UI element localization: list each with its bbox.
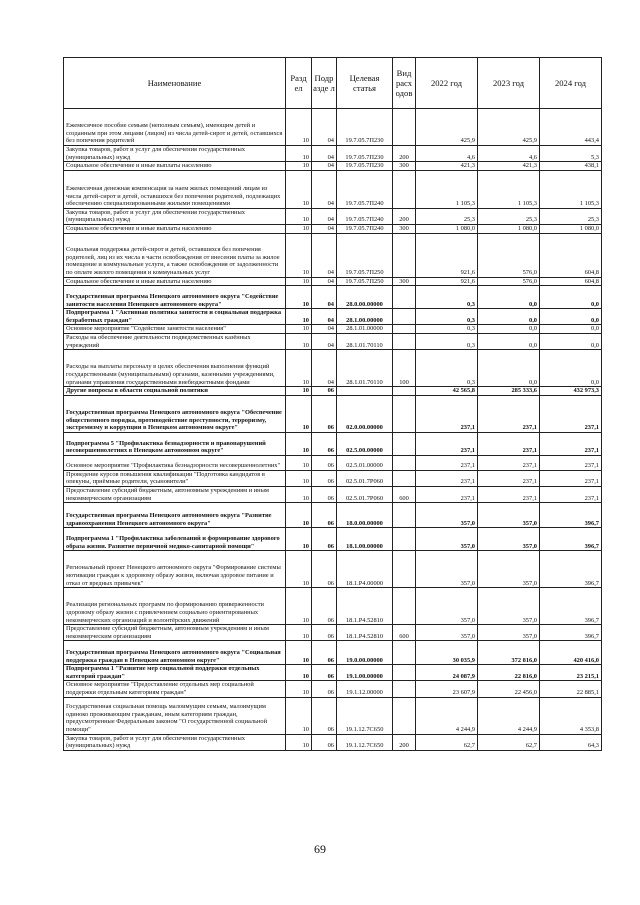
cell-2023: 0,0 — [478, 309, 540, 325]
budget-table — [63, 57, 602, 751]
cell-target: 19.7.05.7П240 — [337, 224, 393, 233]
cell-2023: 237,1 — [478, 432, 540, 455]
table-row — [64, 286, 602, 309]
table-row — [64, 170, 602, 208]
cell-name: Закупка товаров, работ и услуг для обеспечения государственных (муниципальных) нужд — [64, 208, 286, 224]
cell-razdel: 10 — [286, 233, 312, 277]
table-row — [64, 208, 602, 224]
table-row — [64, 109, 602, 146]
cell-target: 19.7.05.7П230 — [337, 109, 393, 146]
cell-2022: 921,6 — [416, 233, 478, 277]
cell-razdel: 10 — [286, 470, 312, 486]
cell-target: 28.1.00.00000 — [337, 309, 393, 325]
cell-target: 19.7.05.7П250 — [337, 233, 393, 277]
cell-2023: 0,0 — [478, 333, 540, 349]
cell-vid — [393, 455, 416, 470]
cell-podrazdel: 04 — [312, 286, 337, 309]
table-row — [64, 224, 602, 233]
cell-target: 18.1.Р4.52810 — [337, 588, 393, 625]
table-row — [64, 309, 602, 325]
cell-2024: 604,8 — [540, 277, 602, 286]
cell-name: Государственная программа Ненецкого автономного округа "Развитие здравоохранения Ненецкого автономного округа" — [64, 503, 286, 528]
cell-name: Закупка товаров, работ и услуг для обеспечения государственных (муниципальных) нужд — [64, 734, 286, 750]
header-name: Наименование — [64, 58, 286, 109]
cell-name: Подпрограмма 1 "Профилактика заболеваний и формирование здорового образа жизни. Развитие первичной медико-санитарной помощи" — [64, 528, 286, 551]
cell-razdel: 10 — [286, 309, 312, 325]
cell-name: Расходы на обеспечение деятельности подведомственных казённых учреждений — [64, 333, 286, 349]
cell-2024: 1 080,0 — [540, 224, 602, 233]
cell-2023: 25,3 — [478, 208, 540, 224]
cell-2022: 237,1 — [416, 486, 478, 502]
cell-name: Государственная программа Ненецкого автономного округа "Содействие занятости населения Ненецкого автономного округа" — [64, 286, 286, 309]
cell-2024: 396,7 — [540, 588, 602, 625]
cell-2024: 0,0 — [540, 309, 602, 325]
table-row — [64, 625, 602, 641]
table-row — [64, 470, 602, 486]
cell-target: 18.1.00.00000 — [337, 528, 393, 551]
table-row — [64, 551, 602, 588]
table-row — [64, 233, 602, 277]
cell-name: Ежемесячная денежная компенсация за наем жилых помещений лицам из числа детей-сирот и детей, оставшихся без попечения родителей, подлежащих обеспечению специализированными жилыми помещениями — [64, 170, 286, 208]
cell-podrazdel: 06 — [312, 665, 337, 681]
cell-podrazdel: 06 — [312, 432, 337, 455]
cell-vid — [393, 233, 416, 277]
cell-razdel: 10 — [286, 734, 312, 750]
table-row — [64, 432, 602, 455]
cell-target: 19.7.05.7П230 — [337, 162, 393, 171]
cell-2024: 0,0 — [540, 333, 602, 349]
cell-vid: 200 — [393, 208, 416, 224]
cell-vid — [393, 395, 416, 432]
cell-podrazdel: 06 — [312, 641, 337, 665]
cell-target: 02.5.01.7Р060 — [337, 470, 393, 486]
cell-vid: 300 — [393, 277, 416, 286]
cell-2024: 237,1 — [540, 486, 602, 502]
cell-podrazdel: 06 — [312, 734, 337, 750]
cell-2023: 0,0 — [478, 350, 540, 387]
cell-target: 02.5.00.00000 — [337, 432, 393, 455]
cell-2022: 921,6 — [416, 277, 478, 286]
cell-2024: 237,1 — [540, 395, 602, 432]
cell-2022: 4,6 — [416, 146, 478, 162]
cell-podrazdel: 06 — [312, 625, 337, 641]
cell-2024: 0,0 — [540, 350, 602, 387]
cell-2023: 421,3 — [478, 162, 540, 171]
cell-vid — [393, 286, 416, 309]
cell-2023: 237,1 — [478, 470, 540, 486]
table-row — [64, 455, 602, 470]
cell-vid — [393, 325, 416, 334]
header-vid: Вид расх одов — [393, 58, 416, 109]
cell-vid — [393, 697, 416, 734]
cell-vid: 300 — [393, 224, 416, 233]
table-row — [64, 162, 602, 171]
cell-2023: 357,0 — [478, 588, 540, 625]
cell-podrazdel: 04 — [312, 208, 337, 224]
cell-name: Основное мероприятие "Предоставление отдельных мер социальной поддержки отдельным категориям граждан" — [64, 681, 286, 697]
cell-target: 19.1.00.00000 — [337, 665, 393, 681]
cell-2022: 62,7 — [416, 734, 478, 750]
cell-vid — [393, 109, 416, 146]
cell-2022: 25,3 — [416, 208, 478, 224]
header-target: Целевая статья — [337, 58, 393, 109]
cell-podrazdel: 04 — [312, 233, 337, 277]
table-row — [64, 333, 602, 349]
cell-name: Расходы на выплаты персоналу в целях обеспечения выполнения функций государственными (муниципальными) органами, казенными учреждениями, органами управления государственными внебюджетными фондами — [64, 350, 286, 387]
cell-razdel: 10 — [286, 432, 312, 455]
cell-razdel: 10 — [286, 350, 312, 387]
cell-name: Закупка товаров, работ и услуг для обеспечения государственных (муниципальных) нужд — [64, 146, 286, 162]
cell-vid — [393, 470, 416, 486]
cell-2023: 237,1 — [478, 395, 540, 432]
cell-2022: 425,9 — [416, 109, 478, 146]
table-row — [64, 277, 602, 286]
cell-podrazdel: 04 — [312, 224, 337, 233]
header-podrazdel: Подр азде л — [312, 58, 337, 109]
table-row — [64, 503, 602, 528]
cell-2023: 372 816,0 — [478, 641, 540, 665]
cell-2023: 0,0 — [478, 286, 540, 309]
cell-2022: 237,1 — [416, 395, 478, 432]
cell-vid — [393, 432, 416, 455]
cell-target: 19.1.12.00000 — [337, 681, 393, 697]
cell-target: 18.1.Р4.00000 — [337, 551, 393, 588]
cell-2022: 237,1 — [416, 455, 478, 470]
cell-razdel: 10 — [286, 109, 312, 146]
cell-vid: 600 — [393, 486, 416, 502]
cell-2023: 22 816,0 — [478, 665, 540, 681]
cell-2024: 604,8 — [540, 233, 602, 277]
header-2024: 2024 год — [540, 58, 602, 109]
cell-2023: 576,0 — [478, 277, 540, 286]
cell-target: 28.0.00.00000 — [337, 286, 393, 309]
cell-podrazdel: 04 — [312, 333, 337, 349]
cell-razdel: 10 — [286, 333, 312, 349]
cell-2022: 357,0 — [416, 551, 478, 588]
cell-name: Государственная программа Ненецкого автономного округа "Обеспечение общественного порядка, противодействие преступности, терроризму, экстремизму и коррупции в Ненецком автономном округе" — [64, 395, 286, 432]
cell-2023: 357,0 — [478, 625, 540, 641]
cell-2024: 0,0 — [540, 325, 602, 334]
cell-podrazdel: 06 — [312, 551, 337, 588]
table-row — [64, 641, 602, 665]
table-row — [64, 325, 602, 334]
cell-vid: 200 — [393, 734, 416, 750]
cell-2024: 237,1 — [540, 470, 602, 486]
cell-2022: 237,1 — [416, 432, 478, 455]
cell-2023: 1 080,0 — [478, 224, 540, 233]
cell-target: 19.0.00.00000 — [337, 641, 393, 665]
cell-name: Социальное обеспечение и иные выплаты населению — [64, 224, 286, 233]
cell-target: 28.1.01.70110 — [337, 350, 393, 387]
cell-vid — [393, 170, 416, 208]
cell-target: 02.5.01.00000 — [337, 455, 393, 470]
header-razdel: Разд ел — [286, 58, 312, 109]
table-row — [64, 395, 602, 432]
cell-podrazdel: 04 — [312, 170, 337, 208]
cell-name: Проведение курсов повышения квалификации "Подготовка кандидатов в опекуны, приёмные родители, усыновители" — [64, 470, 286, 486]
cell-podrazdel: 06 — [312, 395, 337, 432]
cell-2022: 0,3 — [416, 350, 478, 387]
cell-2023: 357,0 — [478, 551, 540, 588]
table-row — [64, 486, 602, 502]
cell-2022: 30 035,9 — [416, 641, 478, 665]
cell-razdel: 10 — [286, 641, 312, 665]
cell-2024: 237,1 — [540, 455, 602, 470]
cell-vid — [393, 665, 416, 681]
cell-2022: 0,3 — [416, 309, 478, 325]
cell-2022: 357,0 — [416, 503, 478, 528]
cell-name: Региональный проект Ненецкого автономного округа "Формирование системы мотивации граждан к здоровому образу жизни, включая здоровое питание и отказ от вредных привычек" — [64, 551, 286, 588]
cell-podrazdel: 06 — [312, 503, 337, 528]
cell-razdel: 10 — [286, 208, 312, 224]
cell-2022: 4 244,9 — [416, 697, 478, 734]
table-row — [64, 665, 602, 681]
cell-2024: 22 885,1 — [540, 681, 602, 697]
cell-2022: 0,3 — [416, 325, 478, 334]
cell-2024: 396,7 — [540, 503, 602, 528]
budget-table-sheet — [63, 57, 601, 751]
cell-vid: 200 — [393, 146, 416, 162]
cell-razdel: 10 — [286, 325, 312, 334]
cell-podrazdel: 04 — [312, 325, 337, 334]
cell-podrazdel: 06 — [312, 455, 337, 470]
cell-name: Другие вопросы в области социальной политики — [64, 387, 286, 396]
cell-2024: 25,3 — [540, 208, 602, 224]
cell-2023: 357,0 — [478, 503, 540, 528]
cell-podrazdel: 06 — [312, 681, 337, 697]
cell-2022: 357,0 — [416, 625, 478, 641]
cell-target: 28.1.01.70110 — [337, 333, 393, 349]
cell-2024: 1 105,3 — [540, 170, 602, 208]
table-row — [64, 697, 602, 734]
cell-2022: 24 087,9 — [416, 665, 478, 681]
cell-2022: 0,3 — [416, 286, 478, 309]
cell-name: Предоставление субсидий бюджетным, автономным учреждениям и иным некоммерческим организациям — [64, 625, 286, 641]
cell-2023: 237,1 — [478, 486, 540, 502]
cell-target: 19.7.05.7П230 — [337, 146, 393, 162]
header-2023: 2023 год — [478, 58, 540, 109]
cell-podrazdel: 06 — [312, 528, 337, 551]
cell-razdel: 10 — [286, 697, 312, 734]
table-row — [64, 146, 602, 162]
cell-2023: 4,6 — [478, 146, 540, 162]
cell-target: 19.1.12.7С650 — [337, 697, 393, 734]
cell-2023: 62,7 — [478, 734, 540, 750]
cell-razdel: 10 — [286, 387, 312, 396]
cell-podrazdel: 06 — [312, 697, 337, 734]
table-row — [64, 387, 602, 396]
cell-razdel: 10 — [286, 588, 312, 625]
cell-vid — [393, 588, 416, 625]
cell-name: Социальное обеспечение и иные выплаты населению — [64, 162, 286, 171]
cell-2023: 4 244,9 — [478, 697, 540, 734]
cell-target: 28.1.01.00000 — [337, 325, 393, 334]
cell-podrazdel: 06 — [312, 470, 337, 486]
cell-2024: 396,7 — [540, 551, 602, 588]
cell-vid — [393, 333, 416, 349]
cell-name: Социальная поддержка детей-сирот и детей, оставшихся без попечения родителей, лиц из их числа в части освобождения от внесения платы за жилое помещение и коммунальные услуги, а также освобождения от задолженности по оплате жилого помещения и коммунальных услуг — [64, 233, 286, 277]
cell-target: 19.1.12.7С650 — [337, 734, 393, 750]
cell-razdel: 10 — [286, 486, 312, 502]
cell-target: 19.7.05.7П240 — [337, 208, 393, 224]
cell-2024: 443,4 — [540, 109, 602, 146]
cell-2022: 237,1 — [416, 470, 478, 486]
cell-name: Предоставление субсидий бюджетным, автономным учреждениям и иным некоммерческим организациям — [64, 486, 286, 502]
cell-2024: 0,0 — [540, 286, 602, 309]
cell-2024: 4 353,8 — [540, 697, 602, 734]
table-row — [64, 528, 602, 551]
cell-podrazdel: 04 — [312, 162, 337, 171]
table-row — [64, 734, 602, 750]
cell-name: Подпрограмма 1 "Развитие мер социальной поддержки отдельных категорий граждан" — [64, 665, 286, 681]
cell-2024: 64,3 — [540, 734, 602, 750]
cell-2024: 396,7 — [540, 625, 602, 641]
cell-podrazdel: 06 — [312, 588, 337, 625]
cell-razdel: 10 — [286, 503, 312, 528]
cell-2023: 357,0 — [478, 528, 540, 551]
cell-2022: 1 105,3 — [416, 170, 478, 208]
cell-vid — [393, 503, 416, 528]
cell-2023: 425,9 — [478, 109, 540, 146]
cell-2022: 23 607,9 — [416, 681, 478, 697]
cell-razdel: 10 — [286, 625, 312, 641]
page-number: 69 — [314, 842, 326, 856]
cell-2022: 1 080,0 — [416, 224, 478, 233]
cell-razdel: 10 — [286, 528, 312, 551]
table-header-row — [64, 58, 602, 109]
cell-razdel: 10 — [286, 224, 312, 233]
cell-razdel: 10 — [286, 146, 312, 162]
cell-vid: 100 — [393, 350, 416, 387]
cell-name: Реализация региональных программ по формированию приверженности здоровому образу жизни с привлечением социально ориентированных некоммерческих организаций и волонтёрских движений — [64, 588, 286, 625]
cell-podrazdel: 04 — [312, 350, 337, 387]
cell-razdel: 10 — [286, 162, 312, 171]
cell-name: Государственная социальная помощь малоимущим семьям, малоимущим одиноко проживающим гражданам, иным категориям граждан, предусмотренные Федеральным законом "О государственной социальной помощи" — [64, 697, 286, 734]
cell-vid — [393, 641, 416, 665]
cell-name: Подпрограмма 5 "Профилактика безнадзорности и правонарушений несовершеннолетних в Ненецком автономном округе" — [64, 432, 286, 455]
cell-razdel: 10 — [286, 277, 312, 286]
header-2022: 2022 год — [416, 58, 478, 109]
cell-2022: 357,0 — [416, 528, 478, 551]
cell-name: Основное мероприятие "Содействие занятости населения" — [64, 325, 286, 334]
cell-podrazdel: 04 — [312, 277, 337, 286]
cell-2022: 0,3 — [416, 333, 478, 349]
cell-2024: 420 416,0 — [540, 641, 602, 665]
cell-vid: 300 — [393, 162, 416, 171]
cell-2023: 0,0 — [478, 325, 540, 334]
cell-razdel: 10 — [286, 395, 312, 432]
cell-name: Государственная программа Ненецкого автономного округа "Социальная поддержка граждан в Ненецком автономном округе" — [64, 641, 286, 665]
cell-2023: 576,0 — [478, 233, 540, 277]
table-row — [64, 681, 602, 697]
cell-name: Подпрограмма 1 "Активная политика занятости и социальная поддержка безработных граждан" — [64, 309, 286, 325]
cell-target — [337, 387, 393, 396]
cell-razdel: 10 — [286, 551, 312, 588]
table-row — [64, 588, 602, 625]
cell-razdel: 10 — [286, 170, 312, 208]
cell-target: 19.7.05.7П250 — [337, 277, 393, 286]
cell-vid — [393, 681, 416, 697]
cell-target: 02.0.00.00000 — [337, 395, 393, 432]
cell-2024: 23 215,1 — [540, 665, 602, 681]
cell-name: Ежемесячное пособие семьям (неполным семьям), имеющим детей и созданным при этом лицами (лицом) из числа детей-сирот и детей, оставшихся без попечения родителей — [64, 109, 286, 146]
cell-name: Основное мероприятие "Профилактика безнадзорности несовершеннолетних" — [64, 455, 286, 470]
cell-target: 02.5.01.7Р060 — [337, 486, 393, 502]
cell-razdel: 10 — [286, 286, 312, 309]
cell-target: 18.0.00.00000 — [337, 503, 393, 528]
cell-2024: 396,7 — [540, 528, 602, 551]
cell-vid: 600 — [393, 625, 416, 641]
cell-razdel: 10 — [286, 681, 312, 697]
cell-podrazdel: 06 — [312, 486, 337, 502]
cell-name: Социальное обеспечение и иные выплаты населению — [64, 277, 286, 286]
cell-target: 18.1.Р4.52810 — [337, 625, 393, 641]
cell-vid — [393, 551, 416, 588]
cell-2022: 421,3 — [416, 162, 478, 171]
cell-vid — [393, 387, 416, 396]
cell-vid — [393, 528, 416, 551]
cell-podrazdel: 04 — [312, 109, 337, 146]
cell-vid — [393, 309, 416, 325]
cell-podrazdel: 04 — [312, 146, 337, 162]
cell-2024: 237,1 — [540, 432, 602, 455]
table-row — [64, 350, 602, 387]
cell-2023: 1 105,3 — [478, 170, 540, 208]
cell-2024: 438,1 — [540, 162, 602, 171]
cell-target: 19.7.05.7П240 — [337, 170, 393, 208]
cell-podrazdel: 06 — [312, 387, 337, 396]
cell-2023: 22 456,0 — [478, 681, 540, 697]
cell-2022: 42 565,8 — [416, 387, 478, 396]
cell-2024: 5,3 — [540, 146, 602, 162]
cell-razdel: 10 — [286, 665, 312, 681]
cell-2022: 357,0 — [416, 588, 478, 625]
cell-2023: 285 333,6 — [478, 387, 540, 396]
cell-razdel: 10 — [286, 455, 312, 470]
cell-2023: 237,1 — [478, 455, 540, 470]
cell-2024: 432 973,3 — [540, 387, 602, 396]
table-body — [64, 109, 602, 751]
cell-podrazdel: 04 — [312, 309, 337, 325]
